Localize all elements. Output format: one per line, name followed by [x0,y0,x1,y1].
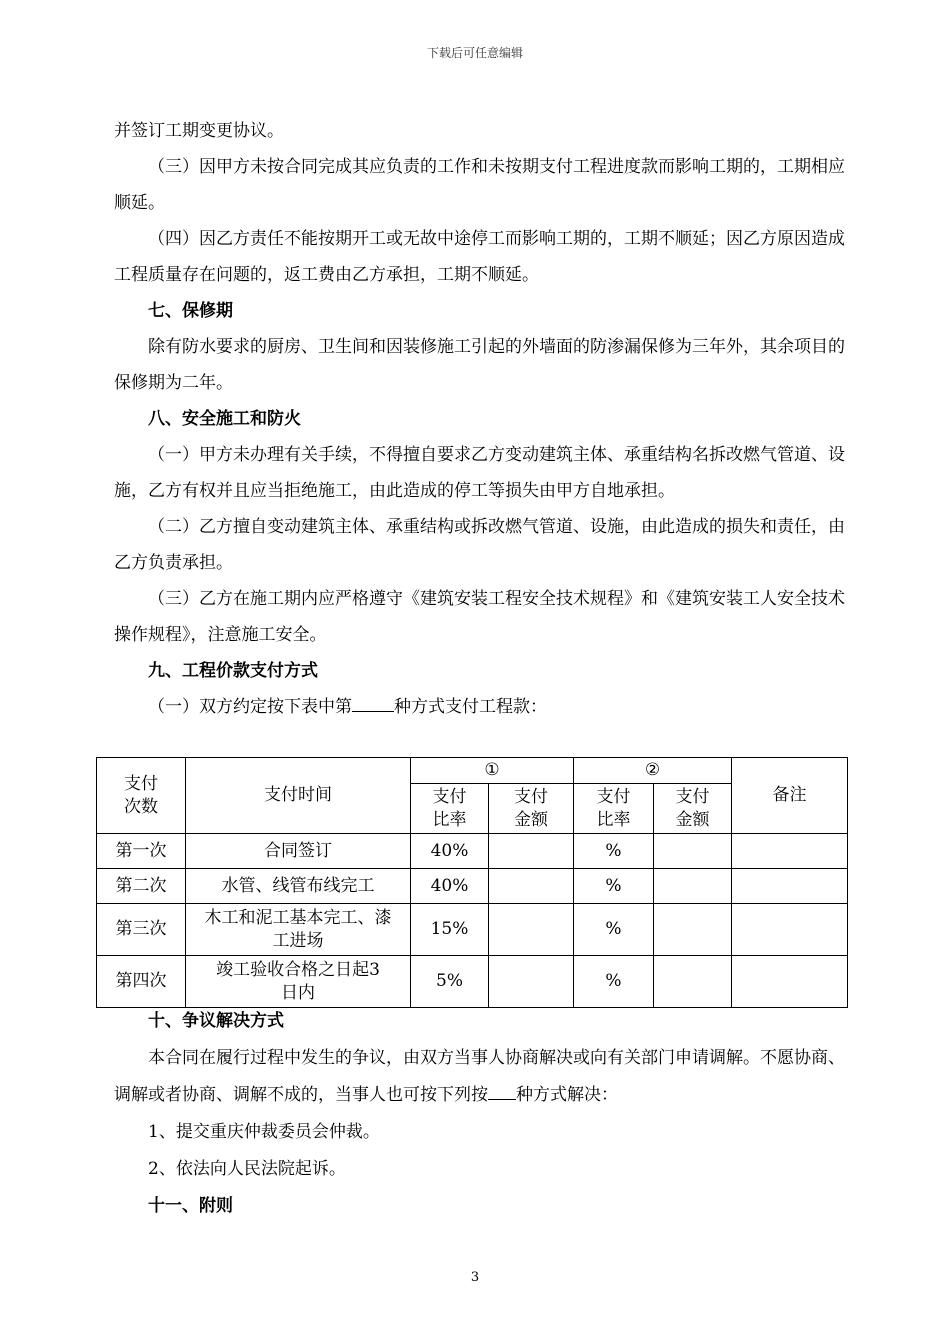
table-row [97,834,848,869]
document-body [114,113,850,725]
row-amount-1 [489,904,574,956]
paragraph: （三）因甲方未按合同完成其应负责的工作和未按期支付工程进度款而影响工期的，工期相应顺延。 [114,157,845,213]
text-segment: 本合同在履行过程中发生的争议，由双方当事人协商解决或向有关部门申请调解。不愿协商、调解或者协商、调解不成的，当事人也可按下列按 [114,1048,845,1105]
row-ratio-1: 5% [411,956,489,1008]
row-ratio-1: 15% [411,904,489,956]
section-heading: 十一、附则 [148,1196,233,1216]
header-note: 备注 [732,758,848,834]
row-amount-2 [654,869,732,904]
fill-in-blank [352,710,394,712]
row-count: 第一次 [97,834,186,869]
row-count: 第二次 [97,869,186,904]
paragraph: （四）因乙方责任不能按期开工或无故中途停工而影响工期的，工期不顺延；因乙方原因造成工程质量存在问题的，返工费由乙方承担，工期不顺延。 [114,229,845,285]
row-note [732,834,848,869]
header-ratio: 支付比率 [411,784,489,834]
paragraph: （三）乙方在施工期内应严格遵守《建筑安装工程安全技术规程》和《建筑安装工人安全技术操作规程》，注意施工安全。 [114,589,845,645]
paragraph: 并签订工期变更协议。 [114,121,284,141]
header-time: 支付时间 [186,758,411,834]
header-ratio: 支付比率 [574,784,654,834]
row-time: 合同签订 [186,834,411,869]
row-ratio-2: % [574,834,654,869]
text-segment: （一）双方约定按下表中第 [148,697,352,717]
row-amount-1 [489,834,574,869]
row-amount-1 [489,956,574,1008]
row-time: 水管、线管布线完工 [186,869,411,904]
paragraph: （一）甲方未办理有关手续，不得擅自要求乙方变动建筑主体、承重结构名拆改燃气管道、设施，乙方有权并且应当拒绝施工，由此造成的停工等损失由甲方自地承担。 [114,445,845,501]
row-note [732,956,848,1008]
header-amount: 支付金额 [489,784,574,834]
text-segment: 种方式支付工程款： [394,697,547,717]
page-header: 下载后可任意编辑 [426,46,523,60]
header-option-2: ② [574,758,732,784]
header-option-1: ① [411,758,574,784]
table-row [97,904,848,956]
section-heading: 八、安全施工和防火 [148,409,301,429]
row-amount-2 [654,904,732,956]
option-item: 1、提交重庆仲裁委员会仲裁。 [148,1122,380,1142]
row-ratio-2: % [574,904,654,956]
document-body-lower [114,1003,850,1225]
row-amount-2 [654,956,732,1008]
table-row [97,869,848,904]
fill-in-blank [488,1098,516,1100]
paragraph: （二）乙方擅自变动建筑主体、承重结构或拆改燃气管道、设施，由此造成的损失和责任，由乙方负责承担。 [114,517,845,573]
paragraph [114,1040,850,1114]
option-item: 2、依法向人民法院起诉。 [148,1159,346,1179]
row-count: 第四次 [97,956,186,1008]
table-row [97,956,848,1008]
header-amount: 支付金额 [654,784,732,834]
page-number: 3 [470,1270,480,1285]
section-heading: 七、保修期 [148,301,233,321]
row-ratio-1: 40% [411,869,489,904]
paragraph: 除有防水要求的厨房、卫生间和因装修施工引起的外墙面的防渗漏保修为三年外，其余项目的保修期为二年。 [114,337,845,393]
row-ratio-1: 40% [411,834,489,869]
row-amount-2 [654,834,732,869]
row-time: 木工和泥工基本完工、漆工进场 [186,904,411,956]
row-ratio-2: % [574,956,654,1008]
row-note [732,904,848,956]
section-heading: 九、工程价款支付方式 [148,661,318,681]
row-note [732,869,848,904]
text-segment: 种方式解决： [516,1085,618,1105]
row-count: 第三次 [97,904,186,956]
payment-table [96,757,848,1008]
row-time: 竣工验收合格之日起3日内 [186,956,411,1008]
section-heading: 十、争议解决方式 [148,1011,284,1031]
paragraph [114,689,850,725]
header-count: 支付次数 [97,758,186,834]
row-ratio-2: % [574,869,654,904]
row-amount-1 [489,869,574,904]
